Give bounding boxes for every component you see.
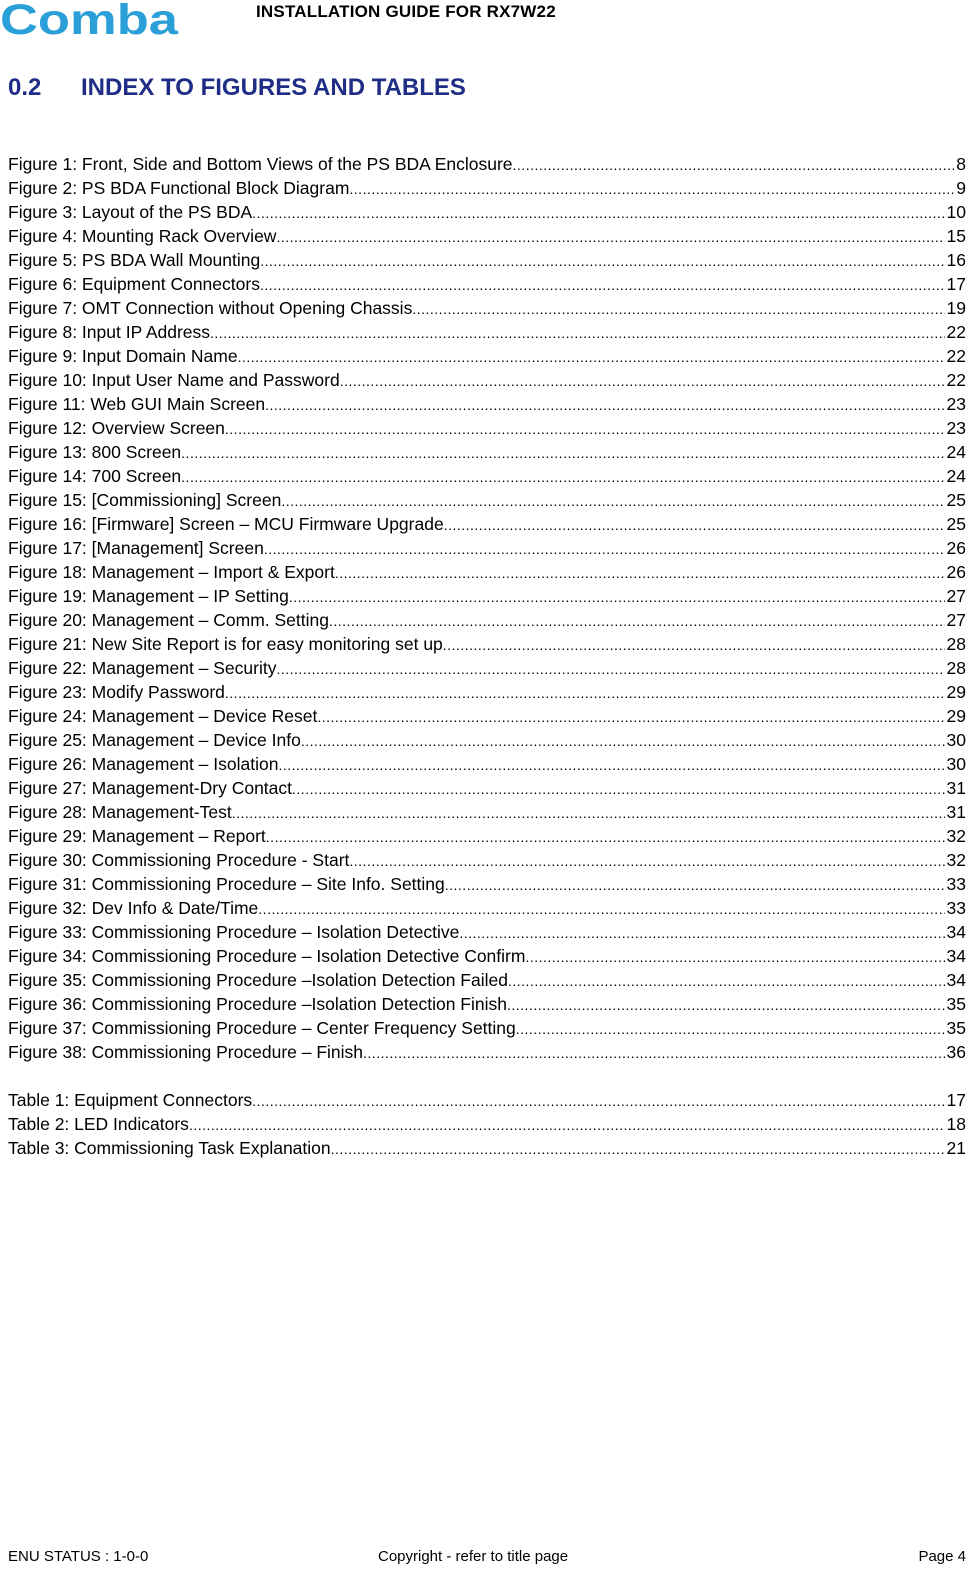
entry-label: Figure 8: Input IP Address [8,322,211,342]
entry-label: Figure 32: Dev Info & Date/Time [8,898,259,918]
entry-page-number: 30 [946,754,966,774]
entry-label: Figure 12: Overview Screen [8,418,225,438]
page-footer [8,1548,966,1572]
entry-label: Figure 28: Management-Test [8,802,232,822]
figure-entry[interactable] [8,944,966,968]
entry-label: Figure 7: OMT Connection without Opening Chassis [8,298,413,318]
entry-page-number: 34 [946,946,966,966]
dot-leader [525,945,944,969]
table-entry[interactable] [8,1136,966,1160]
entry-page-number: 10 [946,202,966,222]
dot-leader [264,537,945,561]
figure-entry[interactable] [8,224,966,248]
entry-label: Figure 29: Management – Report [8,826,266,846]
entry-page-number: 32 [946,850,966,870]
dot-leader [252,201,944,225]
entry-label: Figure 21: New Site Report is for easy monitoring set up [8,634,443,654]
entry-page-number: 35 [946,994,966,1014]
section-number: 0.2 [8,74,42,101]
entry-label: Figure 27: Management-Dry Contact [8,778,293,798]
entry-page-number: 28 [946,634,966,654]
dot-leader [225,681,945,705]
figure-entry[interactable] [8,272,966,296]
dot-leader [276,657,944,681]
figure-entry[interactable] [8,320,966,344]
entry-page-number: 23 [946,394,966,414]
section-heading [8,74,466,102]
entry-page-number: 31 [946,778,966,798]
entry-page-number: 34 [946,922,966,942]
dot-leader [508,969,945,993]
comba-logo-text: Comba [0,0,180,40]
dot-leader [412,297,944,321]
figure-entry[interactable] [8,920,966,944]
dot-leader [260,249,944,273]
entry-label: Figure 16: [Firmware] Screen – MCU Firmware Upgrade [8,514,444,534]
entry-page-number: 25 [946,514,966,534]
entry-label: Figure 26: Management – Isolation [8,754,279,774]
list-separator [8,1064,966,1088]
dot-leader [513,153,955,177]
entry-page-number: 34 [946,970,966,990]
figure-entry[interactable] [8,872,966,896]
figure-entry[interactable] [8,248,966,272]
entry-page-number: 17 [946,274,966,294]
entry-label: Figure 13: 800 Screen [8,442,182,462]
entry-label: Figure 38: Commissioning Procedure – Finish [8,1042,364,1062]
figure-entry[interactable] [8,512,966,536]
entry-page-number: 17 [946,1090,966,1110]
entry-page-number: 28 [946,658,966,678]
figure-entry[interactable] [8,296,966,320]
dot-leader [289,585,945,609]
figure-entry[interactable] [8,464,966,488]
figure-entry[interactable] [8,896,966,920]
footer-status: ENU STATUS : 1-0-0 [8,1548,149,1565]
entry-page-number: 30 [946,730,966,750]
dot-leader [265,393,944,417]
figure-entry[interactable] [8,704,966,728]
dot-leader [189,1113,945,1137]
entry-page-number: 33 [946,898,966,918]
figure-entry[interactable] [8,632,966,656]
entry-page-number: 29 [946,682,966,702]
dot-leader [238,345,945,369]
dot-leader [329,609,945,633]
figure-entry[interactable] [8,560,966,584]
dot-leader [443,633,945,657]
entry-page-number: 24 [946,442,966,462]
figure-entry[interactable] [8,416,966,440]
dot-leader [225,417,945,441]
entry-page-number: 22 [946,370,966,390]
entry-label: Figure 5: PS BDA Wall Mounting [8,250,261,270]
figure-entry[interactable] [8,200,966,224]
entry-page-number: 8 [956,154,966,174]
entry-page-number: 33 [946,874,966,894]
entry-page-number: 25 [946,490,966,510]
dot-leader [317,705,944,729]
dot-leader [260,273,945,297]
tables-list [8,1088,966,1160]
entry-label: Figure 22: Management – Security [8,658,277,678]
figure-entry[interactable] [8,344,966,368]
dot-leader [281,489,944,513]
figure-entry[interactable] [8,656,966,680]
table-of-figures [8,152,966,1160]
entry-label: Figure 33: Commissioning Procedure – Isolation Detective [8,922,460,942]
entry-label: Figure 18: Management – Import & Export [8,562,335,582]
entry-page-number: 22 [946,346,966,366]
dot-leader [258,897,944,921]
figure-entry[interactable] [8,608,966,632]
dot-leader [181,465,944,489]
entry-label: Figure 2: PS BDA Functional Block Diagram [8,178,350,198]
dot-leader [459,921,944,945]
dot-leader [292,777,945,801]
entry-page-number: 24 [946,466,966,486]
dot-leader [363,1041,945,1065]
dot-leader [335,561,945,585]
figure-entry[interactable] [8,848,966,872]
figure-entry[interactable] [8,824,966,848]
figure-entry[interactable] [8,800,966,824]
dot-leader [516,1017,945,1041]
entry-label: Figure 20: Management – Comm. Setting [8,610,329,630]
section-title: INDEX TO FIGURES AND TABLES [81,74,466,101]
dot-leader [232,801,945,825]
entry-label: Figure 4: Mounting Rack Overview [8,226,277,246]
figure-entry[interactable] [8,1016,966,1040]
figure-entry[interactable] [8,152,966,176]
figure-entry[interactable] [8,368,966,392]
entry-label: Table 1: Equipment Connectors [8,1090,253,1110]
entry-label: Figure 19: Management – IP Setting [8,586,289,606]
dot-leader [252,1089,944,1113]
entry-page-number: 22 [946,322,966,342]
dot-leader [444,513,945,537]
entry-label: Table 3: Commissioning Task Explanation [8,1138,331,1158]
figure-entry[interactable] [8,776,966,800]
dot-leader [210,321,945,345]
entry-page-number: 15 [946,226,966,246]
entry-label: Figure 6: Equipment Connectors [8,274,260,294]
entry-page-number: 18 [946,1114,966,1134]
dot-leader [331,1137,945,1161]
entry-label: Figure 35: Commissioning Procedure –Isolation Detection Failed [8,970,508,990]
comba-logo [0,0,182,40]
entry-label: Figure 10: Input User Name and Password [8,370,340,390]
table-entry[interactable] [8,1088,966,1112]
figure-entry[interactable] [8,1040,966,1064]
figure-entry[interactable] [8,968,966,992]
entry-page-number: 23 [946,418,966,438]
entry-label: Figure 14: 700 Screen [8,466,182,486]
entry-label: Figure 3: Layout of the PS BDA [8,202,253,222]
dot-leader [278,753,944,777]
dot-leader [349,177,954,201]
entry-label: Figure 37: Commissioning Procedure – Center Frequency Setting [8,1018,516,1038]
entry-page-number: 27 [946,586,966,606]
document-header-title: INSTALLATION GUIDE FOR RX7W22 [256,2,556,21]
figure-entry[interactable] [8,992,966,1016]
dot-leader [507,993,945,1017]
entry-page-number: 9 [956,178,966,198]
dot-leader [340,369,945,393]
entry-label: Figure 34: Commissioning Procedure – Isolation Detective Confirm [8,946,526,966]
entry-page-number: 21 [946,1138,966,1158]
dot-leader [349,849,944,873]
dot-leader [301,729,945,753]
figure-entry[interactable] [8,392,966,416]
entry-label: Figure 17: [Management] Screen [8,538,264,558]
dot-leader [445,873,945,897]
figures-list [8,152,966,1064]
entry-label: Figure 25: Management – Device Info [8,730,301,750]
figure-entry[interactable] [8,440,966,464]
figure-entry[interactable] [8,584,966,608]
entry-label: Table 2: LED Indicators [8,1114,189,1134]
entry-label: Figure 24: Management – Device Reset [8,706,318,726]
entry-page-number: 26 [946,538,966,558]
entry-page-number: 29 [946,706,966,726]
figure-entry[interactable] [8,752,966,776]
entry-label: Figure 36: Commissioning Procedure –Isolation Detection Finish [8,994,507,1014]
entry-label: Figure 30: Commissioning Procedure - Start [8,850,350,870]
entry-page-number: 16 [946,250,966,270]
figure-entry[interactable] [8,728,966,752]
entry-page-number: 32 [946,826,966,846]
entry-label: Figure 15: [Commissioning] Screen [8,490,282,510]
dot-leader [266,825,945,849]
entry-page-number: 35 [946,1018,966,1038]
comba-logo-graphic [0,0,182,40]
entry-page-number: 31 [946,802,966,822]
entry-page-number: 19 [946,298,966,318]
entry-label: Figure 23: Modify Password [8,682,225,702]
figure-entry[interactable] [8,488,966,512]
entry-page-number: 26 [946,562,966,582]
table-entry[interactable] [8,1112,966,1136]
entry-label: Figure 1: Front, Side and Bottom Views of the PS BDA Enclosure [8,154,513,174]
entry-label: Figure 31: Commissioning Procedure – Site Info. Setting [8,874,445,894]
entry-label: Figure 9: Input Domain Name [8,346,238,366]
entry-page-number: 36 [946,1042,966,1062]
dot-leader [181,441,944,465]
figure-entry[interactable] [8,176,966,200]
figure-entry[interactable] [8,536,966,560]
footer-page-number: Page 4 [918,1548,966,1565]
footer-copyright: Copyright - refer to title page [378,1548,569,1565]
dot-leader [276,225,944,249]
entry-label: Figure 11: Web GUI Main Screen [8,394,266,414]
figure-entry[interactable] [8,680,966,704]
entry-page-number: 27 [946,610,966,630]
